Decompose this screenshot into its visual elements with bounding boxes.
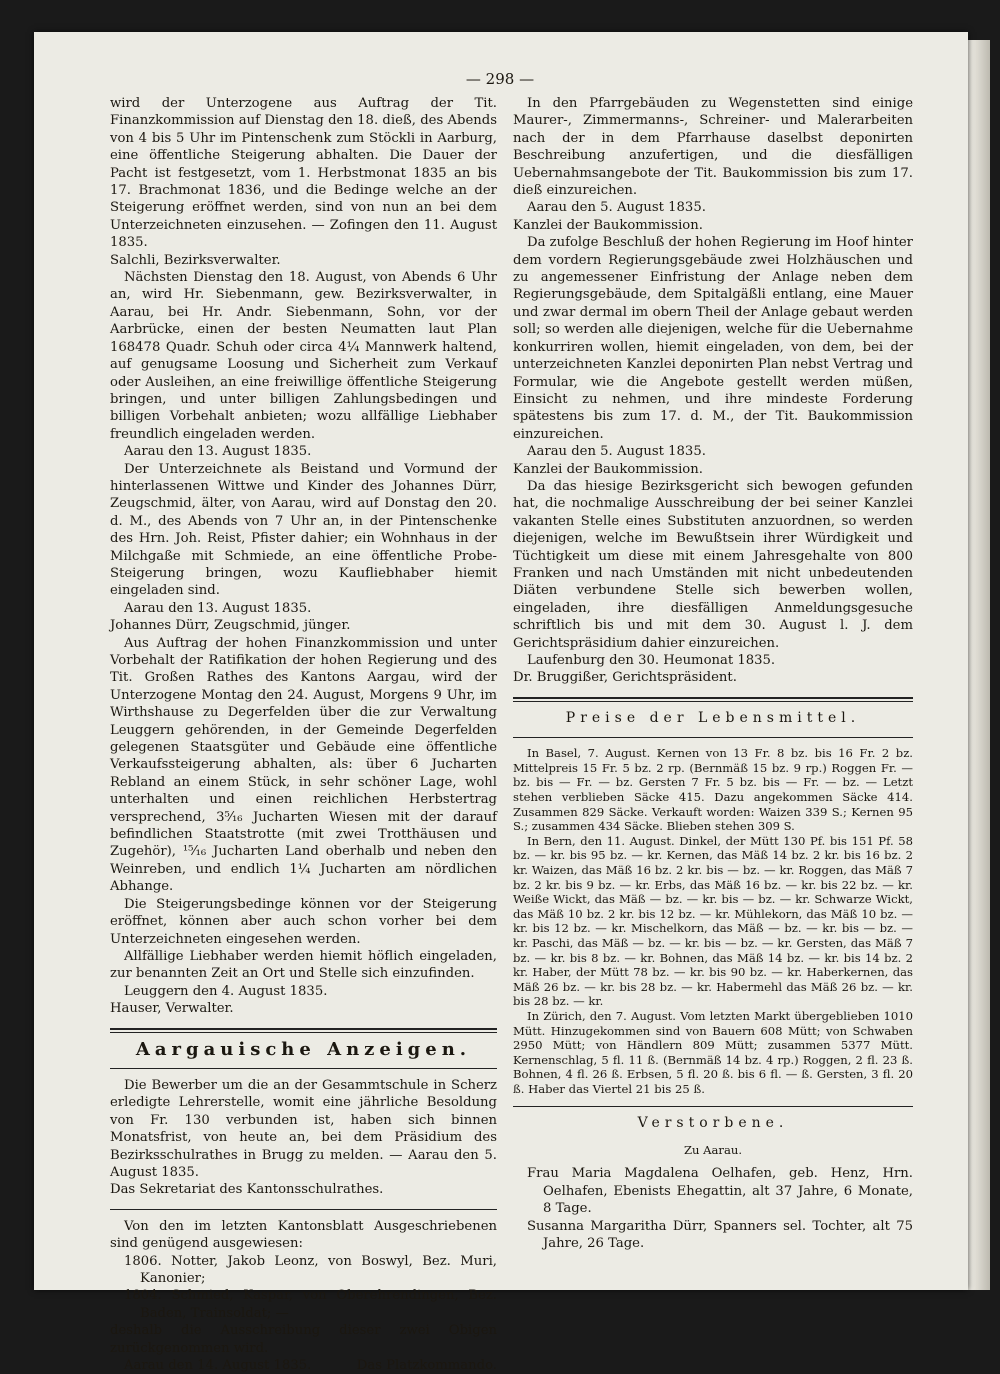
notice-substitute: Da das hiesige Bezirksgericht sich bewogen gefunden hat, die nochmalige Ausschreibung der bei seiner Kanzlei vakanten Stelle eines Substituten anzuordnen, so werden diejenigen, welche im Bewußtsein ihrer Würdigkeit und Tüchtigkeit um diese mit einem Jahresgehalte von 800 Franken und nach Umständen mit nicht unbedeutenden Diäten verbundene Stelle sich bewerben wollen, eingeladen, ihre diesfälligen Anmeldungsgesuche schriftlich bis und mit dem 30. August l. J. dem Gerichtspräsidium dahier einzureichen. [513,478,913,651]
deaths-heading: Verstorbene. [637,1115,789,1132]
section-heading: Aargauische Anzeigen. [135,1038,472,1060]
signature-platzkommando: Das Platzkommando. [356,1358,497,1374]
page-number: — 298 — [465,70,535,88]
list-item: 1806. Notter, Jakob Leonz, von Boswyl, Bez. Muri, Kanonier; [124,1253,497,1286]
notice-teacher: Die Bewerber um die an der Gesammtschule in Scherz erledigte Lehrerstelle, womit eine jährliche Besoldung von Fr. 130 verbunden ist, haben sich binnen Monatsfrist, von heute an, bei dem Präsidium des Bezirksschulrathes in Brugg zu melden. — Aarau den 5. August 1835. [110,1077,497,1180]
signature-secretariat: Das Sekretariat des Kantonsschulrathes. [110,1182,384,1198]
signature-baukommission: Kanzlei der Baukommission. [513,461,703,477]
divider [513,737,913,738]
death-entry: Frau Maria Magdalena Oelhafen, geb. Henz, Hrn. Oelhafen, Ebenists Ehegattin, alt 37 Jahre, 6 Monate, 8 Tage. [527,1166,913,1217]
signature-bruggisser: Dr. Bruggißer, Gerichtspräsident. [513,670,737,686]
prices-bern: In Bern, den 11. August. Dinkel, der Mütt 130 Pf. bis 151 Pf. 58 bz. — kr. bis 95 bz. — kr. Kernen, das Mäß 14 bz. 2 kr. bis 16 bz. 2 kr. Waizen, das Mäß 16 bz. 2 kr. bis — bz. — kr. Roggen, das Mäß 7 bz. 2 kr. bis 9 bz. — kr. Erbs, das Mäß 16 bz. — kr. bis 22 bz. — kr. Weiße Wickt, das Mäß — bz. — kr. bis — bz. — kr. Schwarze Wickt, das Mäß 10 bz. 2 kr. bis 12 bz. — kr. Mühlekorn, das Mäß 10 bz. — kr. bis 12 bz. — kr. Mischelkorn, das Mäß — bz. — kr. bis — bz. — kr. Paschi, das Mäß — bz. — kr. bis — bz. — kr. Gersten, das Mäß 7 bz. — kr. bis 8 bz. — kr. Bohnen, das Mäß 14 bz. — kr. bis 14 bz. 2 kr. Haber, der Mütt 78 bz. — kr. bis 90 bz. — kr. Haberkernen, das Mäß 26 bz. — kr. bis 28 bz. — kr. Habermehl das Mäß 26 bz. — kr. bis 28 bz. — kr. [513,833,913,1009]
section-divider [513,697,913,702]
section-heading: Preise der Lebensmittel. [565,709,861,726]
list-item: 1804. Schmied, Kaspar, von Oberehrendingen, Bez. Baden, Trainsoldat; — [124,1288,497,1321]
prices-basel: In Basel, 7. August. Kernen von 13 Fr. 8 bz. bis 16 Fr. 2 bz. Mittelpreis 15 Fr. 5 bz. 2 rp. (Bernmäß 15 bz. 9 rp.) Roggen Fr. — bz. bis — Fr. — bz. Gersten 7 Fr. 5 bz. bis — Fr. — bz. — Letzt stehen verblieben Säcke 415. Dazu angekommen Säcke 414. Zusammen 829 Säcke. Verkauft worden: Waizen 339 S.; Kernen 95 S.; zusammen 434 Säcke. Blieben stehen 309 S. [513,746,913,834]
prices-zurich: In Zürich, den 7. August. Vom letzten Markt übergeblieben 1010 Mütt. Hinzugekommen sind von Bauern 608 Mütt; von Schwaben 2950 Mütt; von Händlern 809 Mütt; zusammen 5377 Mütt. Kernenschlag, 5 fl. 11 ß. (Bernmäß 14 bz. 4 rp.) Roggen, 2 fl. 23 ß. Bohnen, 4 fl. 26 ß. Erbsen, 5 fl. 20 ß. bis 6 fl. — ß. Gersten, 3 fl. 20 ß. Haber das Viertel 21 bis 25 ß. [513,1008,913,1096]
notice-withdrawal: deshalb die Ausschreibung dieser zwei Obigen zurückgenommen wird. [110,1323,497,1356]
divider [110,1209,497,1210]
signature-baukommission: Kanzlei der Baukommission. [513,217,703,233]
notice-aarburg: wird der Unterzogene aus Auftrag der Tit. Finanzkommission auf Dienstag den 18. dieß, des Abends von 4 bis 5 Uhr im Pintenschenk zum Stöckli in Aarburg, eine öffentliche Steigerung abhalten. Die Dauer der Pacht ist festgesetzt, vom 1. Herbstmonat 1835 an bis 17. Brachmonat 1836, und die Bedinge welche an der Steigerung eröffnet werden, sind von nun an bei dem Unterzeichneten einzusehen. — Zofingen den 11. August 1835. [110,96,497,251]
date-signature-row [110,1357,497,1374]
signature-duerr: Johannes Dürr, Zeugschmid, jünger. [110,618,351,634]
death-entry: Susanna Margaritha Dürr, Spanners sel. Tochter, alt 75 Jahre, 26 Tage. [527,1218,913,1252]
divider [513,1106,913,1107]
notice-conditions: Die Steigerungsbedinge können vor der Steigerung eröffnet, können aber auch schon vorher bei dem Unterzeichneten eingesehen werden. [110,896,497,947]
notice-military: Von den im letzten Kantonsblatt Ausgeschriebenen sind genügend ausgewiesen: [110,1218,497,1252]
date-line: Aarau den 13. August 1835. [124,444,312,460]
notice-duerr: Der Unterzeichnete als Beistand und Vormund der hinterlassenen Wittwe und Kinder des Johannes Dürr, Zeugschmid, älter, von Aarau, wird auf Donstag den 20. d. M., des Abends von 7 Uhr an, in der Pintenschenke des Hrn. Joh. Reist, Pfister dahier; ein Wohnhaus in der Milchgaße mit Schmiede, an eine öffentliche Probe-Steigerung bringen, wozu Kaufliebhaber hiemit eingeladen sind. [110,461,497,599]
date-line: Aarau den 14. August 1835. [124,1358,312,1374]
left-column [110,95,497,1374]
date-line: Aarau den 5. August 1835. [527,200,706,216]
notice-degerfelden: Aus Auftrag der hohen Finanzkommission und unter Vorbehalt der Ratifikation der hohen Regierung und des Tit. Großen Rathes des Kantons Aargau, wird der Unterzogene Montag den 24. August, Morgens 9 Uhr, im Wirthshause zu Degerfelden über die zur Verwaltung Leuggern gehörenden, in der Gemeinde Degerfelden gelegenen Staatsgüter und Gebäude eine öffentliche Verkaufssteigerung abhalten, als: über 6 Jucharten Rebland an einem Stück, in sehr schöner Lage, wohl unterhalten und einen reichlichen Herbstertrag versprechend, 3⁵⁄₁₆ Jucharten Wiesen mit der darauf befindlichen Staatstrotte (mit zwei Trotthäusen und Zugehör), ¹⁵⁄₁₆ Jucharten Land oberhalb und neben den Weinreben, und endlich 1¼ Jucharten am nördlichen Abhange. [110,635,497,895]
notice-siebenmann: Nächsten Dienstag den 18. August, von Abends 6 Uhr an, wird Hr. Siebenmann, gew. Bezirksverwalter, in Aarau, bei Hr. Andr. Siebenmann, Sohn, vor der Aarbrücke, einen der besten Neumatten laut Plan 168478 Quadr. Schuh oder circa 4¼ Mannwerk haltend, auf genugsame Loosung und Sicherheit zum Verkauf oder Ausleihen, an eine freiwillige öffentliche Steigerung bringen, und unter billigen Zahlungsbedingen und billigen Vorbehalt anbieten; wozu allfällige Liebhaber freundlich eingeladen werden. [110,270,497,442]
date-line: Aarau den 5. August 1835. [527,444,706,460]
right-column [513,95,913,1253]
signature-salchli: Salchli, Bezirksverwalter. [110,252,281,268]
section-divider [110,1028,497,1033]
date-line: Leuggern den 4. August 1835. [124,983,328,999]
deaths-place: Zu Aarau. [683,1142,743,1157]
notice-holzhaeuschen: Da zufolge Beschluß der hohen Regierung im Hoof hinter dem vordern Regierungsgebäude zwei Holzhäuschen und zu angemessener Einfristung der Anlage neben dem Regierungsgebäude, dem Spitalgäßli entlang, eine Mauer und zwar dermal im obern Theil der Anlage gebaut werden soll; so werden alle diejenigen, welche für die Uebernahme konkurriren wollen, hiemit eingeladen, von dem, bei der unterzeichneten Kanzlei deponirten Plan nebst Vertrag und Formular, wie die Angebote gestellt werden müßen, Einsicht zu nehmen, und ihre mindeste Forderung spätestens bis zum 17. d. M., der Tit. Baukommission einzureichen. [513,235,913,442]
date-line: Aarau den 13. August 1835. [124,600,312,616]
date-line: Laufenburg den 30. Heumonat 1835. [527,653,776,668]
divider [110,1068,497,1069]
signature-hauser: Hauser, Verwalter. [110,1001,234,1017]
notice-wegenstetten: In den Pfarrgebäuden zu Wegenstetten sind einige Maurer-, Zimmermanns-, Schreiner- und Malerarbeiten nach der in dem Pfarrhause daselbst deponirten Beschreibung anzufertigen, und die diesfälligen Uebernahmsangebote der Tit. Baukommission bis zum 17. dieß einzureichen. [513,96,913,199]
notice-invitation: Allfällige Liebhaber werden hiemit höflich eingeladen, zur benannten Zeit an Ort und Stelle sich einzufinden. [110,948,497,982]
